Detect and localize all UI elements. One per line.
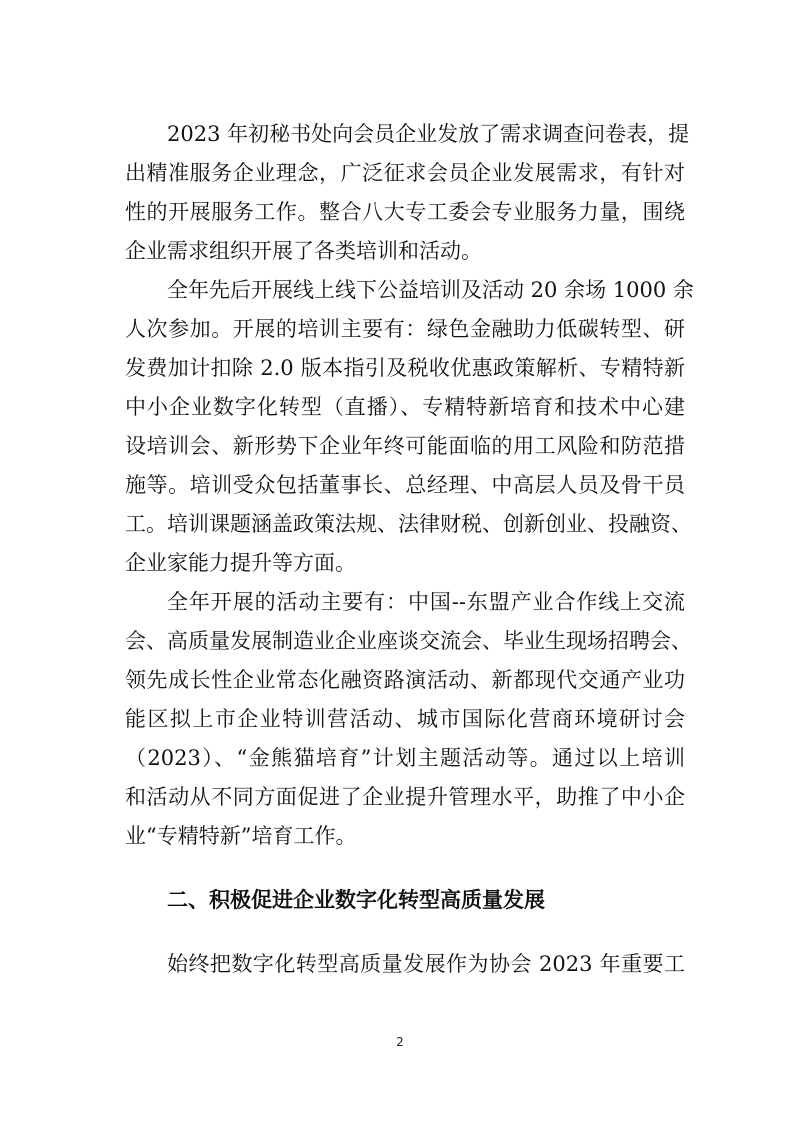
paragraph-3-line-1: 全年开展的活动主要有：中国--东盟产业合作线上交流 <box>167 590 685 614</box>
paragraph-1-line-4: 企业需求组织开展了各类培训和活动。 <box>125 239 482 263</box>
paragraph-2-line-2: 人次参加。开展的培训主要有：绿色金融助力低碳转型、研 <box>125 317 685 341</box>
closing-paragraph-line-1: 始终把数字化转型高质量发展作为协会 2023 年重要工 <box>167 952 685 976</box>
paragraph-2-line-5: 设培训会、新形势下企业年终可能面临的用工风险和防范措 <box>125 434 685 458</box>
paragraph-3-line-5: （2023）、“金熊猫培育”计划主题活动等。通过以上培训 <box>125 746 685 770</box>
section-heading: 二、积极促进企业数字化转型高质量发展 <box>167 888 545 912</box>
paragraph-3-line-7: 业“专精特新”培育工作。 <box>125 824 357 848</box>
paragraph-1-line-2: 出精准服务企业理念，广泛征求会员企业发展需求，有针对 <box>125 161 685 185</box>
paragraph-2-line-3: 发费加计扣除 2.0 版本指引及税收优惠政策解析、专精特新 <box>125 356 685 380</box>
paragraph-2-line-6: 施等。培训受众包括董事长、总经理、中高层人员及骨干员 <box>125 473 685 497</box>
page-number: 2 <box>396 1035 404 1049</box>
paragraph-3-line-2: 会、高质量发展制造业企业座谈交流会、毕业生现场招聘会、 <box>125 629 692 653</box>
paragraph-2-line-4: 中小企业数字化转型（直播）、专精特新培育和技术中心建 <box>125 395 685 419</box>
paragraph-1-line-3: 性的开展服务工作。整合八大专工委会专业服务力量，围绕 <box>125 200 685 224</box>
paragraph-1-line-1: 2023 年初秘书处向会员企业发放了需求调查问卷表，提 <box>167 122 690 146</box>
paragraph-3-line-6: 和活动从不同方面促进了企业提升管理水平，助推了中小企 <box>125 785 685 809</box>
paragraph-3-line-4: 能区拟上市企业特训营活动、城市国际化营商环境研讨会 <box>125 707 685 731</box>
paragraph-3-line-3: 领先成长性企业常态化融资路演活动、新都现代交通产业功 <box>125 668 685 692</box>
paragraph-2-line-8: 企业家能力提升等方面。 <box>125 551 356 575</box>
paragraph-2-line-7: 工。培训课题涵盖政策法规、法律财税、创新创业、投融资、 <box>125 512 692 536</box>
paragraph-2-line-1: 全年先后开展线上线下公益培训及活动 20 余场 1000 余 <box>167 278 694 302</box>
